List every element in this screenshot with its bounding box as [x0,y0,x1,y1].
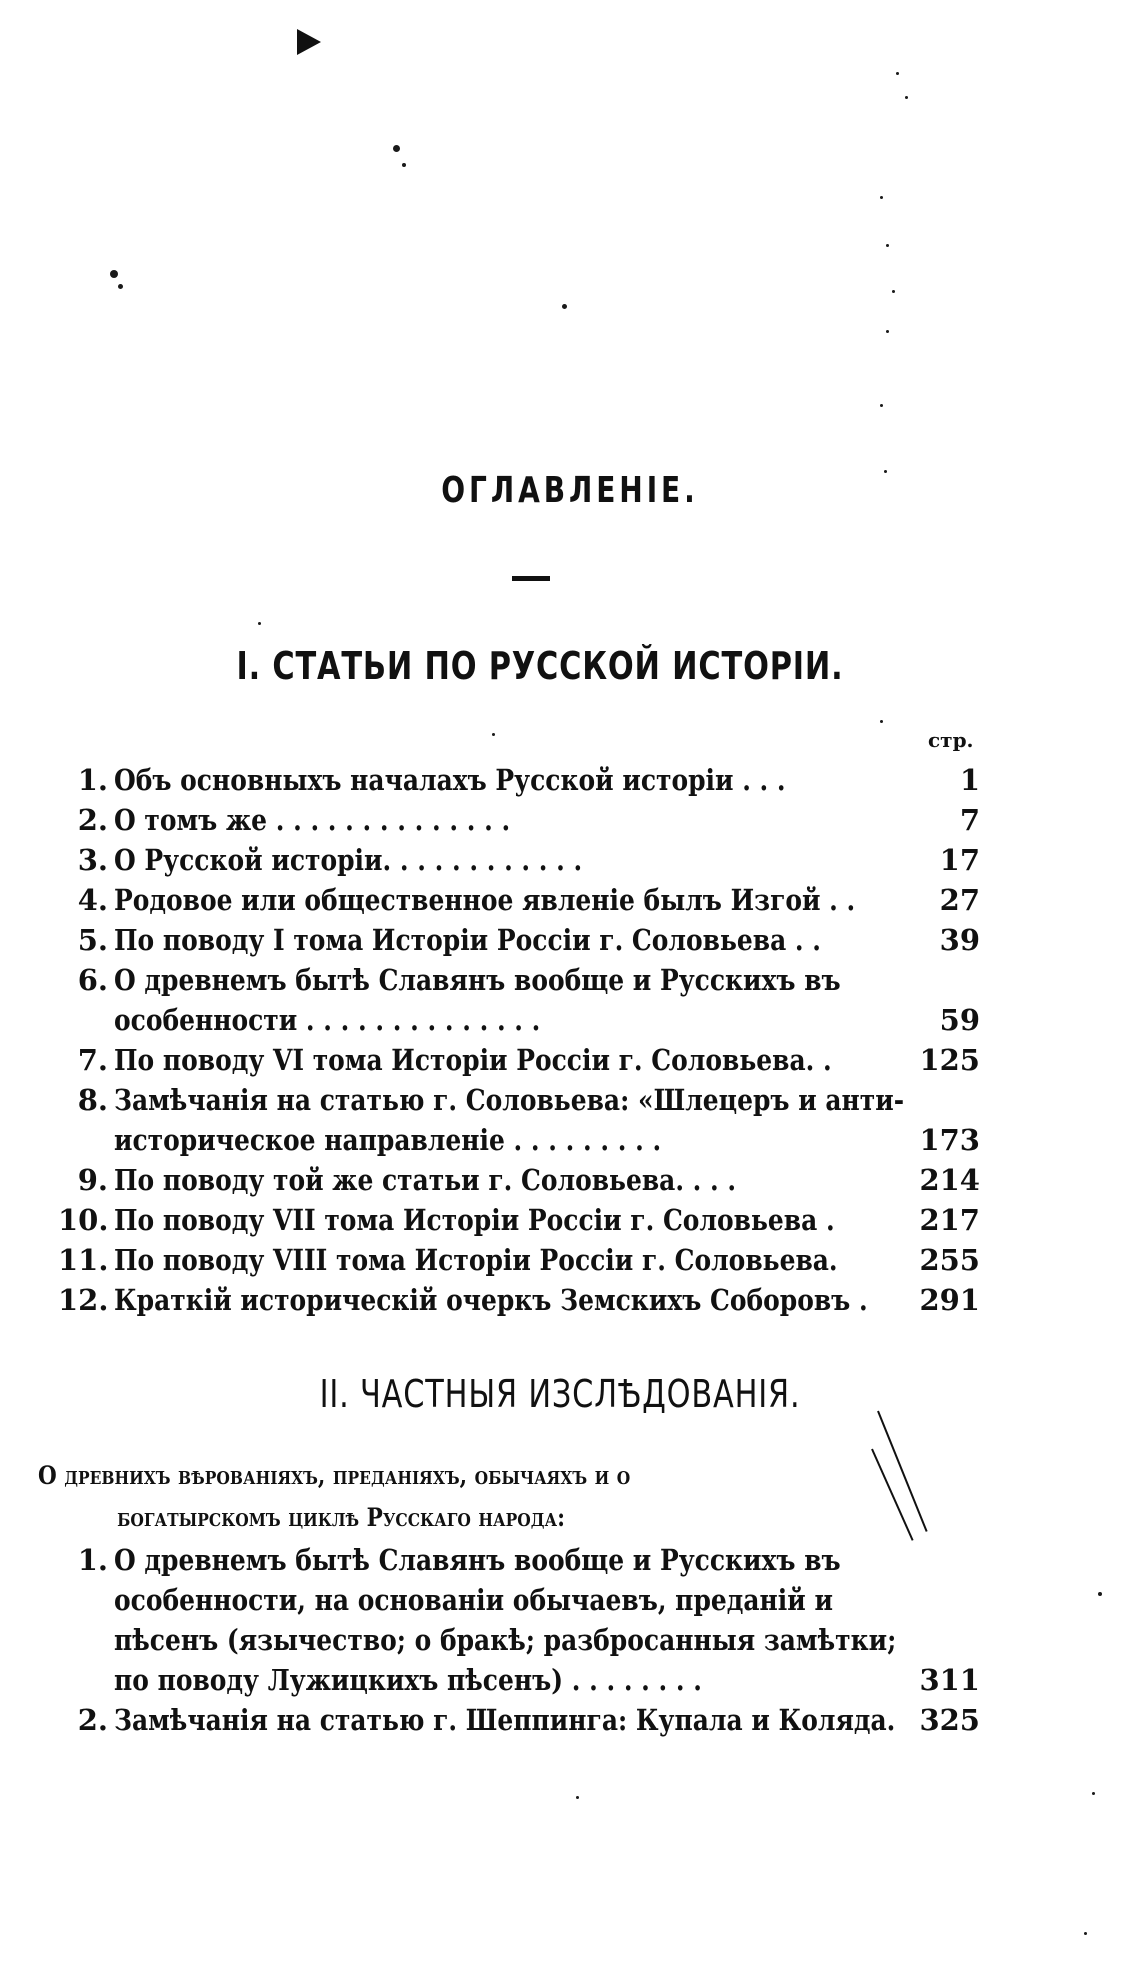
page-column-label: стр. [928,728,974,752]
ink-speck [886,330,889,333]
entry-title: О Русской исторіи. . . . . . . . . . . . [114,843,583,877]
ink-speck [492,733,495,736]
ink-speck [1098,1592,1102,1596]
entry-number: 2. [77,803,108,837]
entry-page: 17 [939,843,980,877]
toc-entry [58,1200,980,1240]
entry-title: О древнемъ бытѣ Славянъ вообще и Русскихъ въ [114,963,841,997]
ink-speck [886,244,889,247]
entry-number: 3. [77,843,108,877]
ink-speck [393,145,400,152]
entry-title-continued: историческое направленіе . . . . . . . . . [114,1123,662,1157]
entry-number: 2. [77,1703,108,1737]
entry-page: 325 [919,1703,980,1737]
ink-speck [1084,1932,1087,1935]
ink-speck [880,196,883,199]
ink-speck [880,404,883,407]
entry-title-continued: по поводу Лужицкихъ пѣсенъ) . . . . . . . . [114,1663,702,1697]
entry-page: 255 [919,1243,980,1277]
entry-title: По поводу VIII тома Исторіи Россіи г. Соловьева. [114,1243,838,1277]
entry-title: Родовое или общественное явленіе былъ Изгой . . [114,883,856,917]
entry-page: 125 [919,1043,980,1077]
entry-number: 10. [58,1203,109,1237]
entry-page: 217 [919,1203,980,1237]
ink-speck [110,270,118,278]
toc-entry [58,1700,980,1740]
entry-number: 9. [77,1163,108,1197]
entry-page: 27 [939,883,980,917]
intro-line: богатырскомъ циклѣ Русскаго народа: [117,1503,566,1532]
toc-entry [58,1080,980,1160]
page-title: ОГЛАВЛЕНІЕ. [441,470,699,511]
section-1-heading: I. СТАТЬИ ПО РУССКОЙ ИСТОРІИ. [236,644,844,688]
toc-entry [58,760,980,800]
entry-number: 1. [77,1543,108,1577]
ink-speck [892,290,895,293]
section-2-heading: II. ЧАСТНЫЯ ИЗСЛѢДОВАНІЯ. [319,1372,801,1416]
entry-title: Объ основныхъ началахъ Русской исторіи . . . [114,763,786,797]
ink-speck [905,96,908,99]
entry-page: 59 [939,1003,980,1037]
entry-title-continued: пѣсенъ (язычество; о бракѣ; разбросанныя замѣтки; [114,1623,897,1657]
entry-title: О древнемъ бытѣ Славянъ вообще и Русскихъ въ [114,1543,841,1577]
entry-title: Краткій историческій очеркъ Земскихъ Соборовъ . [114,1283,868,1317]
toc-entry [58,920,980,960]
entry-title: По поводу той же статьи г. Соловьева. . . . [114,1163,737,1197]
toc-entry [58,800,980,840]
toc-entry [58,880,980,920]
entry-page: 291 [919,1283,980,1317]
ink-speck [1092,1792,1095,1795]
ink-speck [118,284,123,289]
entry-page: 39 [939,923,980,957]
entry-number: 8. [77,1083,108,1117]
toc-section-1 [58,760,980,1320]
ink-speck [402,163,406,167]
toc-entry [58,1040,980,1080]
toc-entry [58,1240,980,1280]
toc-entry [58,1160,980,1200]
entry-title: О томъ же . . . . . . . . . . . . . . [114,803,511,837]
entry-title-continued: особенности, на основаніи обычаевъ, преданій и [114,1583,833,1617]
entry-page: 214 [919,1163,980,1197]
title-dash [512,576,550,581]
toc-section-2 [58,1540,980,1740]
entry-page: 311 [919,1663,980,1697]
entry-number: 5. [77,923,108,957]
entry-number: 4. [77,883,108,917]
section-2-intro [38,1455,938,1539]
ink-speck [576,1796,579,1799]
entry-page: 7 [959,803,980,837]
entry-number: 1. [77,763,108,797]
entry-title: Замѣчанія на статью г. Шеппинга: Купала и Коляда. [114,1703,896,1737]
entry-number: 11. [58,1243,109,1277]
ink-blot [297,29,321,55]
entry-number: 7. [77,1043,108,1077]
entry-title: По поводу I тома Исторіи Россіи г. Соловьева . . [114,923,821,957]
toc-entry [58,1280,980,1320]
intro-line: О древнихъ вѣрованіяхъ, преданіяхъ, обычаяхъ и о [38,1461,631,1490]
ink-speck [258,622,261,625]
ink-speck [896,72,899,75]
entry-page: 173 [919,1123,980,1157]
entry-title-continued: особенности . . . . . . . . . . . . . . [114,1003,541,1037]
entry-title: По поводу VI тома Исторіи Россіи г. Соловьева. . [114,1043,832,1077]
toc-entry [58,1540,980,1700]
entry-number: 12. [58,1283,109,1317]
entry-title: Замѣчанія на статью г. Соловьева: «Шлецеръ и анти- [114,1083,905,1117]
ink-speck [562,304,567,309]
ink-speck [880,720,883,723]
entry-number: 6. [77,963,108,997]
toc-entry [58,840,980,880]
entry-page: 1 [959,763,980,797]
toc-entry [58,960,980,1040]
entry-title: По поводу VII тома Исторіи Россіи г. Соловьева . [114,1203,835,1237]
